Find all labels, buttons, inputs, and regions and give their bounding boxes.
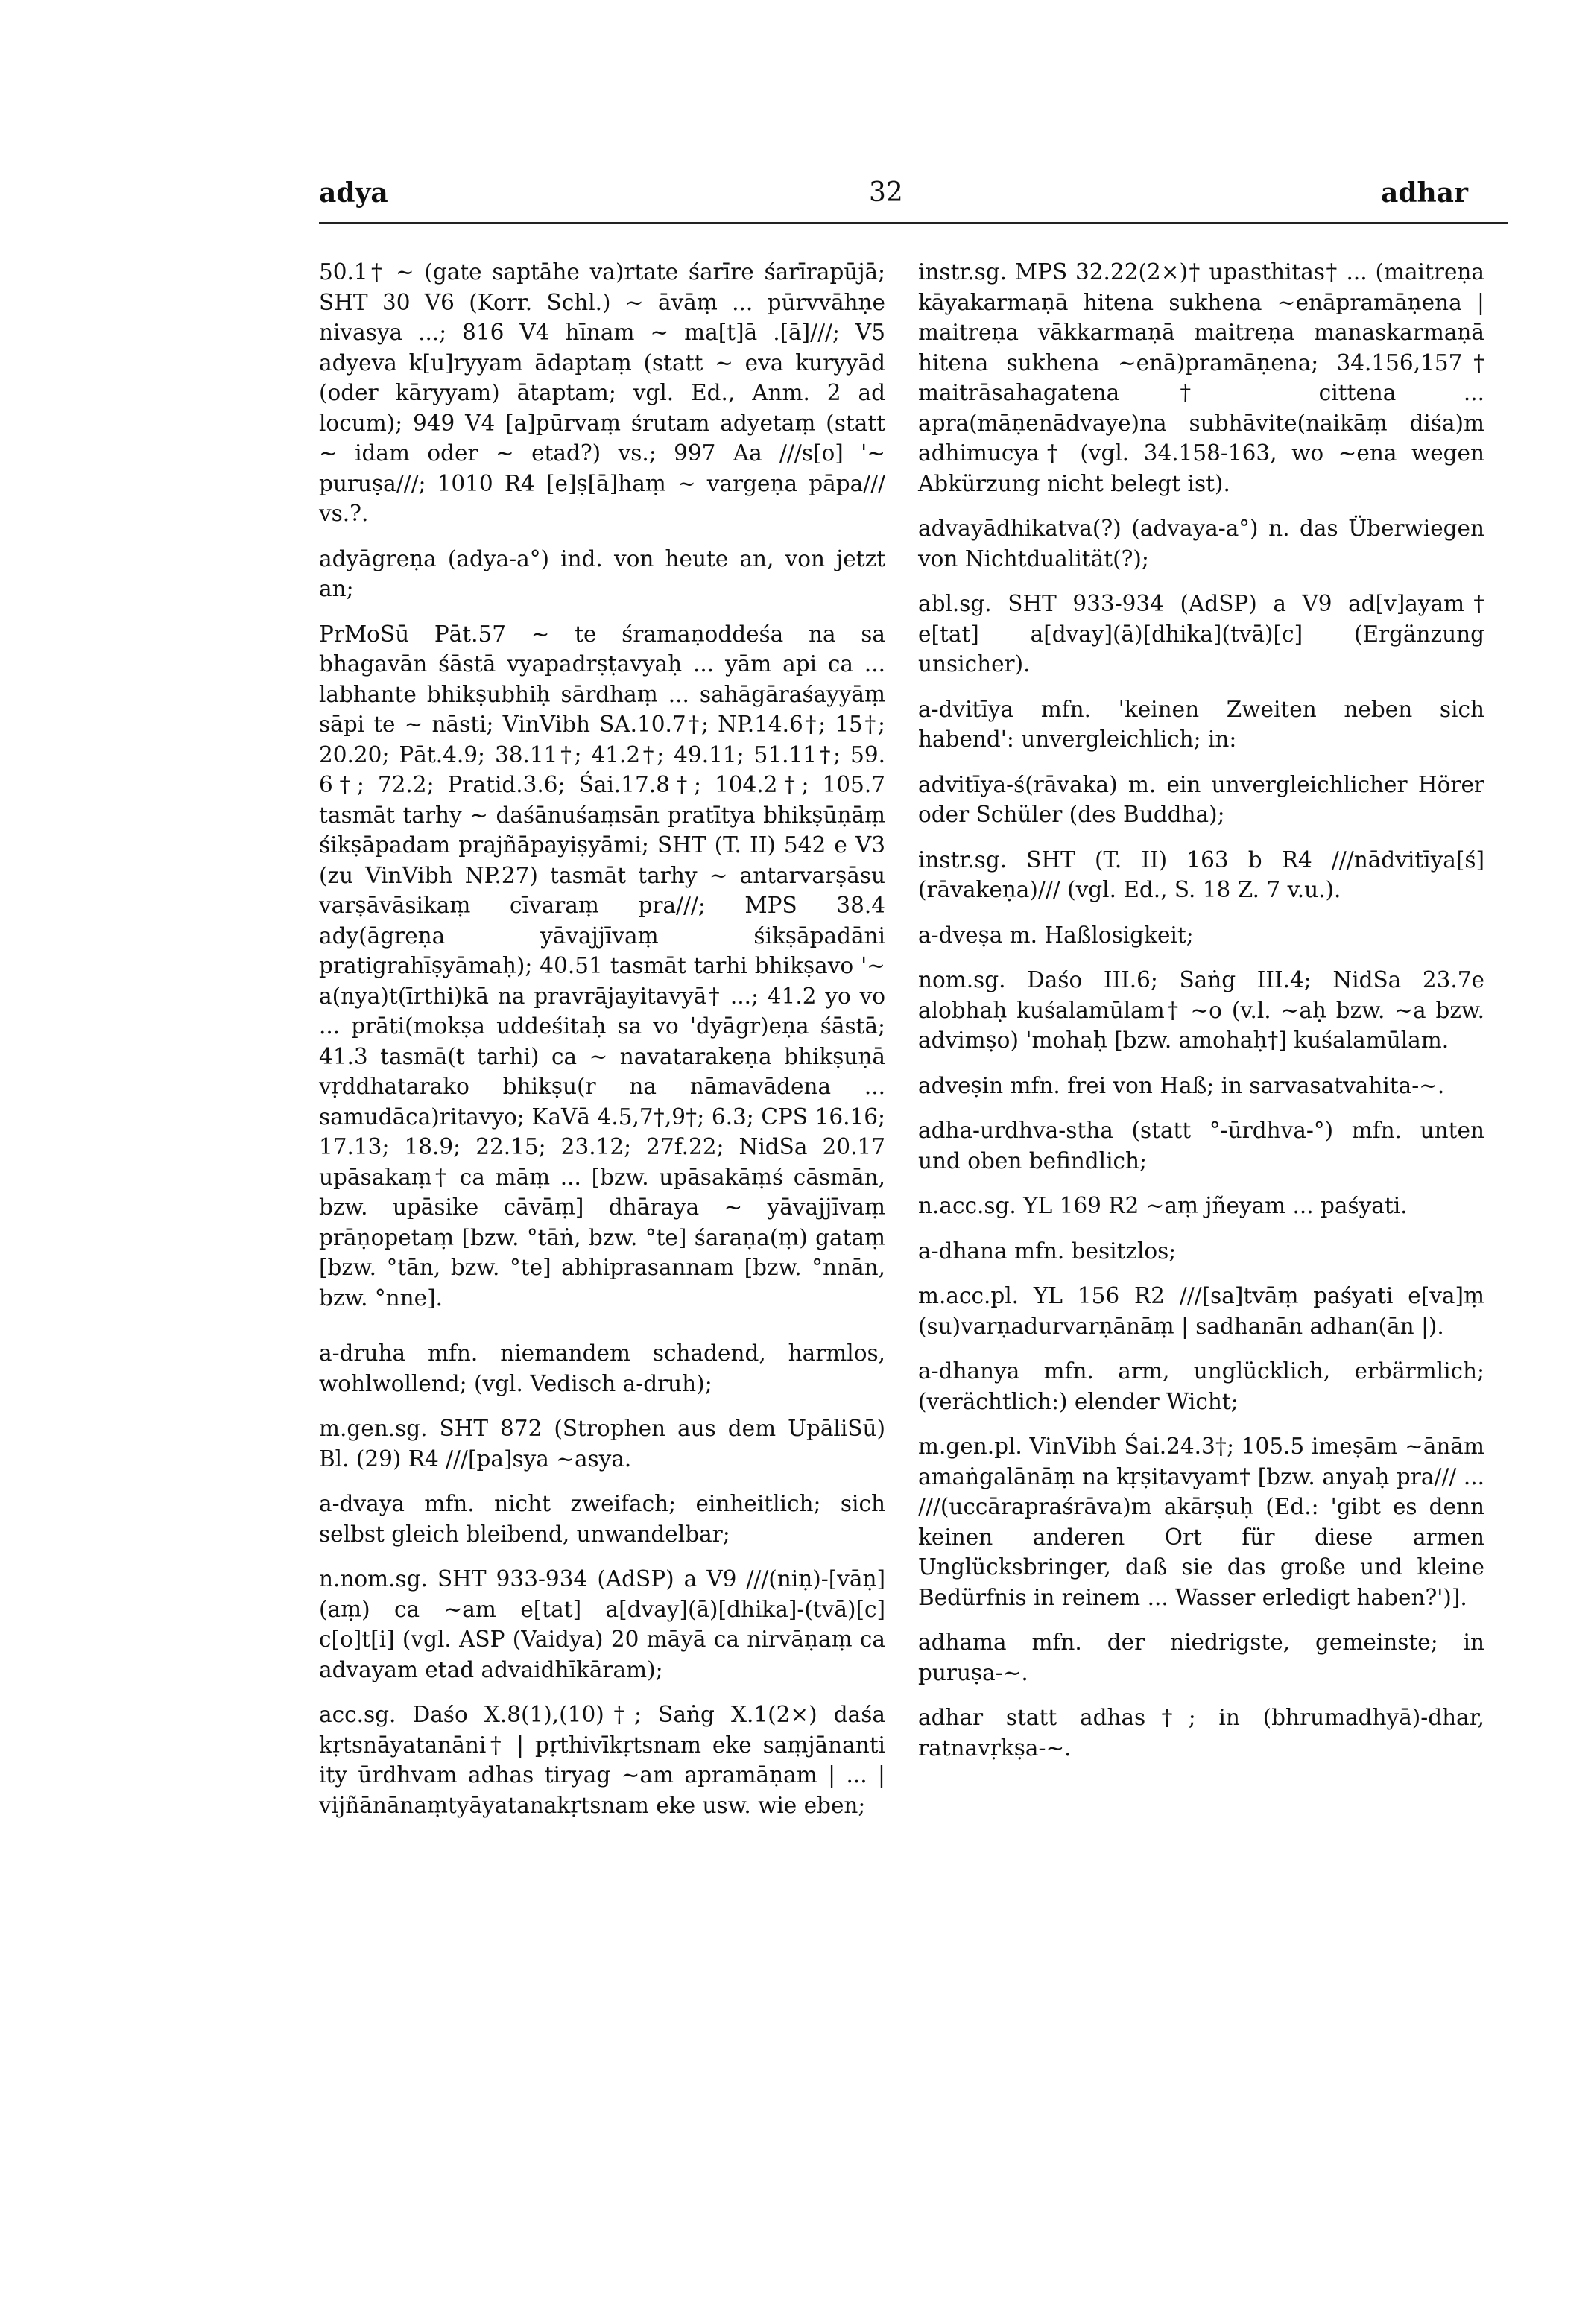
entry-headword: a-dvaya mfn. nicht zweifach; einheitlich; sich selbst gleich bleibend, unwandelbar; [319,1491,885,1547]
entry-paragraph: m.gen.pl. VinVibh Śai.24.3†; 105.5 imeṣām ~ānām amaṅgalānāṃ na kṛṣitavyam† [bzw. anyaḥ pra/// ... ///(uccārapraśrāva)m akārṣuḥ (Ed.: 'gibt es denn keinen anderen Ort für diese armen Unglücksbringer, daß sie das große und kleine Bedürfnis in reinem ... Wasser erledigt haben?')]. [918,1434,1484,1610]
entry-paragraph: instr.sg. SHT (T. II) 163 b R4 ///nādvitīya[ś](rāvakeṇa)/// (vgl. Ed., S. 18 Z. 7 v.u.). [918,846,1484,902]
right-column [918,257,1484,1778]
left-column [319,257,885,1835]
entry-headword: adhar statt adhas†; in (bhrumadhyā)-dhar, ratnavṛkṣa-~. [918,1705,1484,1761]
header-left-word: adya [319,177,388,209]
header-right-word: adhar [1381,177,1468,209]
entry-headword: a-druha mfn. niemandem schadend, harmlos, wohlwollend; (vgl. Vedisch a-druh); [319,1340,885,1396]
entry-paragraph: instr.sg. MPS 32.22(2×)† upasthitas† ... (maitreṇa kāyakarmaṇā hitena sukhena ~enāpramāṇena | maitreṇa vākkarmaṇā maitreṇa manaskarmaṇā hitena sukhena ~enā)pramāṇena; 34.156,157† maitrāsahagatena† cittena ... apra(māṇenādvaye)na subhāvite(naikāṃ diśa)m adhimucya† (vgl. 34.158-163, wo ~ena wegen Abkürzung nicht belegt ist). [918,259,1484,496]
entry-headword: a-dvitīya mfn. 'keinen Zweiten neben sich habend': unvergleichlich; in: [918,696,1484,752]
header-rule [319,222,1508,224]
entry-paragraph: m.gen.sg. SHT 872 (Strophen aus dem UpāliSū) Bl. (29) R4 ///[pa]sya ~asya. [319,1416,885,1472]
spacer [319,1328,885,1338]
entry-headword: adha-urdhva-stha (statt °-ūrdhva-°) mfn. unten und oben befindlich; [918,1118,1484,1174]
entry-headword: adveṣin mfn. frei von Haß; in sarvasatvahita-~. [918,1072,1445,1098]
page-number: 32 [869,177,903,208]
entry-paragraph: n.acc.sg. YL 169 R2 ~aṃ jñeyam ... paśyati. [918,1193,1408,1218]
entry-headword: adhama mfn. der niedrigste, gemeinste; in puruṣa-~. [918,1630,1484,1685]
entry-headword: adyāgreṇa (adya-a°) ind. von heute an, von jetzt an; [319,545,885,601]
entry-paragraph: n.nom.sg. SHT 933-934 (AdSP) a V9 ///(niṇ)-[vāṇ](aṃ) ca ~am e[tat] a[dvay](ā)[dhika]-(tvā)[c] c[o]t[i] (vgl. ASP (Vaidya) 20 māyā ca nirvāṇaṃ ca advayam etad advaidhīkāram); [319,1566,885,1682]
entry-headword: advitīya-ś(rāvaka) m. ein unvergleichlicher Hörer oder Schüler (des Buddha); [918,771,1484,827]
entry-paragraph: PrMoSū Pāt.57 ~ te śramaṇoddeśa na sa bhagavān śāstā vyapadrṣṭavyaḥ ... yām api ca ... labhante bhikṣubhiḥ sārdhaṃ ... sahāgāraśayyāṃ sāpi te ~ nāsti; VinVibh SA.10.7†; NP.14.6†; 15†; 20.20; Pāt.4.9; 38.11†; 41.2†; 49.11; 51.11†; 59. 6†; 72.2; Pratid.3.6; Śai.17.8†; 104.2†; 105.7 tasmāt tarhy ~ daśānuśaṃsān pratītya bhikṣūṇāṃ śikṣāpadam prajñāpayiṣyāmi; SHT (T. II) 542 e V3 (zu VinVibh NP.27) tasmāt tarhy ~ antarvarṣāsu varṣāvāsikaṃ cīvaraṃ pra///; MPS 38.4 ady(āgreṇa yāvajjīvaṃ śikṣāpadāni pratigrahīṣyāmaḥ); 40.51 tasmāt tarhi bhikṣavo '~ a(nya)t(īrthi)kā na pravrājayitavyā† ...; 41.2 yo vo ... prāti(mokṣa uddeśitaḥ sa vo 'dyāgr)eṇa śāstā; 41.3 tasmā(t tarhi) ca ~ navatarakeṇa bhikṣuṇā vṛddhatarako bhikṣu(r na nāmavādena ... samudāca)ritavyo; KaVā 4.5,7†,9†; 6.3; CPS 16.16; 17.13; 18.9; 22.15; 23.12; 27f.22; NidSa 20.17 upāsakaṃ† ca māṃ ... [bzw. upāsakāṃś cāsmān, bzw. upāsike cāvāṃ] dhāraya ~ yāvajjīvaṃ prāṇopetaṃ [bzw. °tāṅ, bzw. °te] śaraṇa(ṃ) gataṃ [bzw. °tān, bzw. °te] abhiprasannam [bzw. °nnān, bzw. °nne]. [319,621,885,1311]
entry-paragraph: acc.sg. Daśo X.8(1),(10)†; Saṅg X.1(2×) daśa kṛtsnāyatanāni† | pṛthivīkṛtsnam eke saṃjānanti ity ūrdhvam adhas tiryag ~am apramāṇam | ... | vijñānānaṃtyāyatanakṛtsnam eke usw. wie eben; [319,1702,885,1818]
entry-paragraph: m.acc.pl. YL 156 R2 ///[sa]tvāṃ paśyati e[va]ṃ (su)varṇadurvarṇānāṃ | sadhanān adhan(ān |). [918,1283,1484,1339]
entry-paragraph: 50.1† ~ (gate saptāhe va)rtate śarīre śarīrapūjā; SHT 30 V6 (Korr. Schl.) ~ āvāṃ ... pūrvvāhṇe nivasya ...; 816 V4 hīnam ~ ma[t]ā .[ā]///; V5 adyeva k[u]ryyam ādaptaṃ (statt ~ eva kuryyād (oder kāryyam) ātaptam; vgl. Ed., Anm. 2 ad locum); 949 V4 [a]pūrvaṃ śrutam adyetaṃ (statt ~ idam oder ~ etad?) vs.; 997 Aa ///s[o] '~ puruṣa///; 1010 R4 [e]ṣ[ā]haṃ ~ vargeṇa pāpa/// vs.?. [319,259,885,526]
entry-headword: advayādhikatva(?) (advaya-a°) n. das Überwiegen von Nichtdualität(?); [918,516,1484,571]
entry-headword: a-dhana mfn. besitzlos; [918,1238,1177,1264]
entry-headword: a-dhanya mfn. arm, unglücklich, erbärmlich; (verächtlich:) elender Wicht; [918,1358,1484,1414]
entry-headword: a-dveṣa m. Haßlosigkeit; [918,922,1194,948]
entry-paragraph: abl.sg. SHT 933-934 (AdSP) a V9 ad[v]ayam† e[tat] a[dvay](ā)[dhika](tvā)[c] (Ergänzung unsicher). [918,591,1484,677]
entry-paragraph: nom.sg. Daśo III.6; Saṅg III.4; NidSa 23.7e alobhaḥ kuśalamūlam† ~o (v.l. ~aḥ bzw. ~a bzw. advimṣo) 'mohaḥ [bzw. amohaḥ†] kuśalamūlam. [918,967,1484,1053]
